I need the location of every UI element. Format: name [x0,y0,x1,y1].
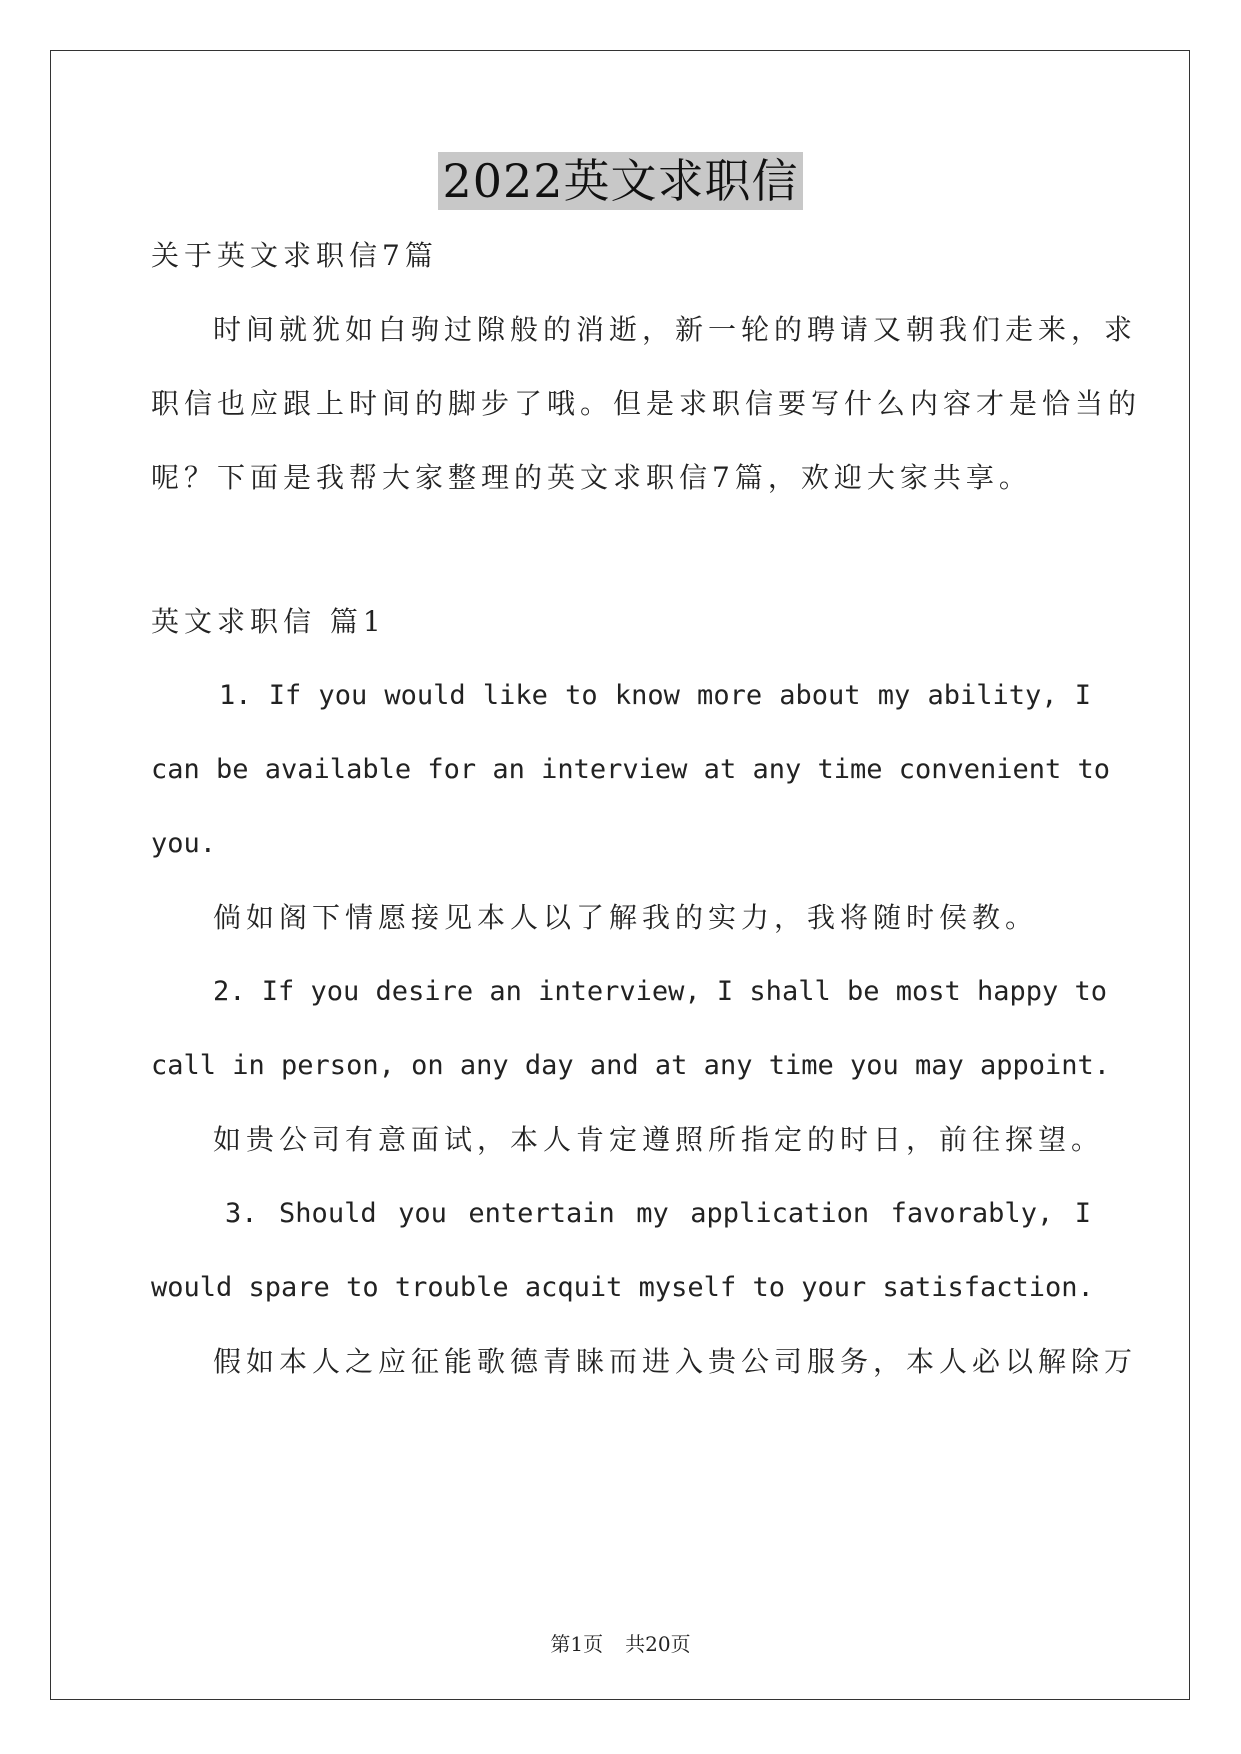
total-label-suffix: 页 [670,1632,691,1656]
page-total: 20 [645,1632,671,1656]
section-heading: 英文求职信 篇1 [151,605,386,638]
item-1-cn: 倘如阁下情愿接见本人以了解我的实力，我将随时侯教。 [213,901,1039,934]
intro-line-2: 职信也应跟上时间的脚步了哦。但是求职信要写什么内容才是恰当的 [151,387,1142,420]
document-title: 2022英文求职信 [438,152,802,210]
total-label-prefix: 共 [625,1632,646,1656]
item-1-en-line-2: can be available for an interview at any time convenient to [151,754,1111,785]
item-3-cn: 假如本人之应征能歌德青睐而进入贵公司服务，本人必以解除万 [213,1345,1138,1378]
page-footer [0,1628,1241,1657]
intro-line-3: 呢？下面是我帮大家整理的英文求职信7篇，欢迎大家共享。 [151,461,1032,494]
item-1-en-line-3: you. [151,828,217,859]
title-container [0,152,1241,210]
page-border [50,50,1190,1700]
page-label-suffix: 页 [583,1632,604,1656]
item-1-en-line-1: 1. If you would like to know more about my ability, I [219,680,1091,711]
subtitle: 关于英文求职信7篇 [151,239,438,272]
item-3-en-line-1: 3. Should you entertain my application favorably, I [225,1198,1091,1229]
item-3-en-line-2: would spare to trouble acquit myself to your satisfaction. [151,1272,1094,1303]
item-2-en-line-1: 2. If you desire an interview, I shall be most happy to [213,976,1108,1007]
page-label-prefix: 第 [550,1632,571,1656]
item-2-cn: 如贵公司有意面试，本人肯定遵照所指定的时日，前往探望。 [213,1123,1105,1156]
page-current: 1 [570,1632,584,1656]
intro-line-1: 时间就犹如白驹过隙般的消逝，新一轮的聘请又朝我们走来，求 [213,313,1138,346]
item-2-en-line-2: call in person, on any day and at any time you may appoint. [151,1050,1111,1081]
